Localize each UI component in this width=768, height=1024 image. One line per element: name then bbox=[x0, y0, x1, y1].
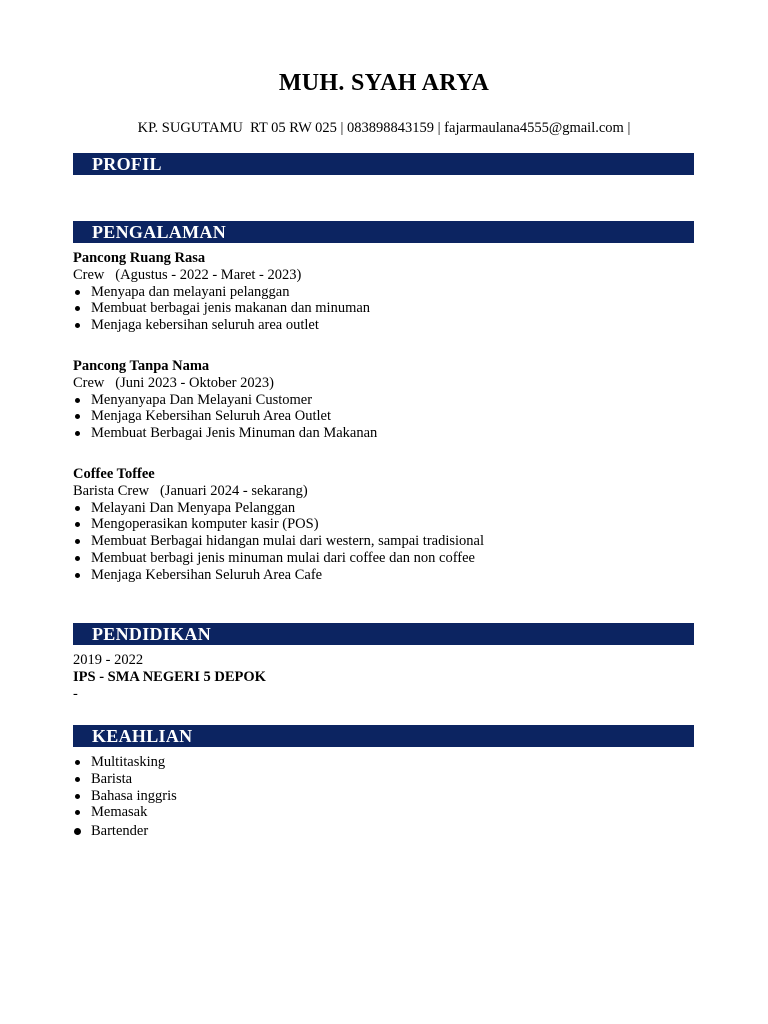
list-item: Multitasking bbox=[73, 754, 693, 771]
list-item: Melayani Dan Menyapa Pelanggan bbox=[73, 500, 693, 517]
section-header-profil: PROFIL bbox=[73, 153, 694, 175]
experience-company: Coffee Toffee bbox=[73, 466, 155, 482]
education-note: - bbox=[73, 685, 78, 702]
skills-list bbox=[73, 754, 693, 840]
experience-duties bbox=[73, 500, 693, 584]
list-item: Menyanyapa Dan Melayani Customer bbox=[73, 392, 693, 409]
list-item: Bahasa inggris bbox=[73, 788, 693, 805]
list-item: Membuat berbagai jenis makanan dan minuman bbox=[73, 300, 693, 317]
education-school: IPS - SMA NEGERI 5 DEPOK bbox=[73, 668, 266, 685]
experience-company: Pancong Tanpa Nama bbox=[73, 358, 210, 374]
list-item: Mengoperasikan komputer kasir (POS) bbox=[73, 516, 693, 533]
experience-role-period: Crew (Juni 2023 - Oktober 2023) bbox=[73, 374, 274, 391]
experience-role-period: Barista Crew (Januari 2024 - sekarang) bbox=[73, 482, 308, 499]
list-item: Memasak bbox=[73, 804, 693, 821]
experience-entry bbox=[73, 466, 693, 584]
skills-list-block bbox=[73, 754, 693, 840]
list-item: Membuat berbagi jenis minuman mulai dari coffee dan non coffee bbox=[73, 550, 693, 567]
section-header-keahlian: KEAHLIAN bbox=[73, 725, 694, 747]
experience-role-period: Crew (Agustus - 2022 - Maret - 2023) bbox=[73, 266, 302, 283]
list-item: Menjaga Kebersihan Seluruh Area Outlet bbox=[73, 408, 693, 425]
list-item: Membuat Berbagai hidangan mulai dari western, sampai tradisional bbox=[73, 533, 693, 550]
candidate-name: MUH. SYAH ARYA bbox=[278, 70, 490, 96]
list-item: Menjaga kebersihan seluruh area outlet bbox=[73, 317, 693, 334]
experience-duties bbox=[73, 392, 693, 442]
experience-company: Pancong Ruang Rasa bbox=[73, 250, 206, 266]
list-item: Membuat Berbagai Jenis Minuman dan Makanan bbox=[73, 425, 693, 442]
list-item: Bartender bbox=[73, 823, 693, 840]
contact-line: KP. SUGUTAMU RT 05 RW 025 | 083898843159 | fajarmaulana4555@gmail.com | bbox=[137, 120, 631, 136]
experience-entry bbox=[73, 358, 693, 442]
section-header-pengalaman: PENGALAMAN bbox=[73, 221, 694, 243]
list-item: Barista bbox=[73, 771, 693, 788]
section-header-pendidikan: PENDIDIKAN bbox=[73, 623, 694, 645]
education-period: 2019 - 2022 bbox=[73, 652, 144, 668]
experience-entry bbox=[73, 250, 693, 334]
experience-duties bbox=[73, 284, 693, 334]
education-entry bbox=[73, 652, 693, 702]
list-item: Menyapa dan melayani pelanggan bbox=[73, 284, 693, 301]
list-item: Menjaga Kebersihan Seluruh Area Cafe bbox=[73, 567, 693, 584]
